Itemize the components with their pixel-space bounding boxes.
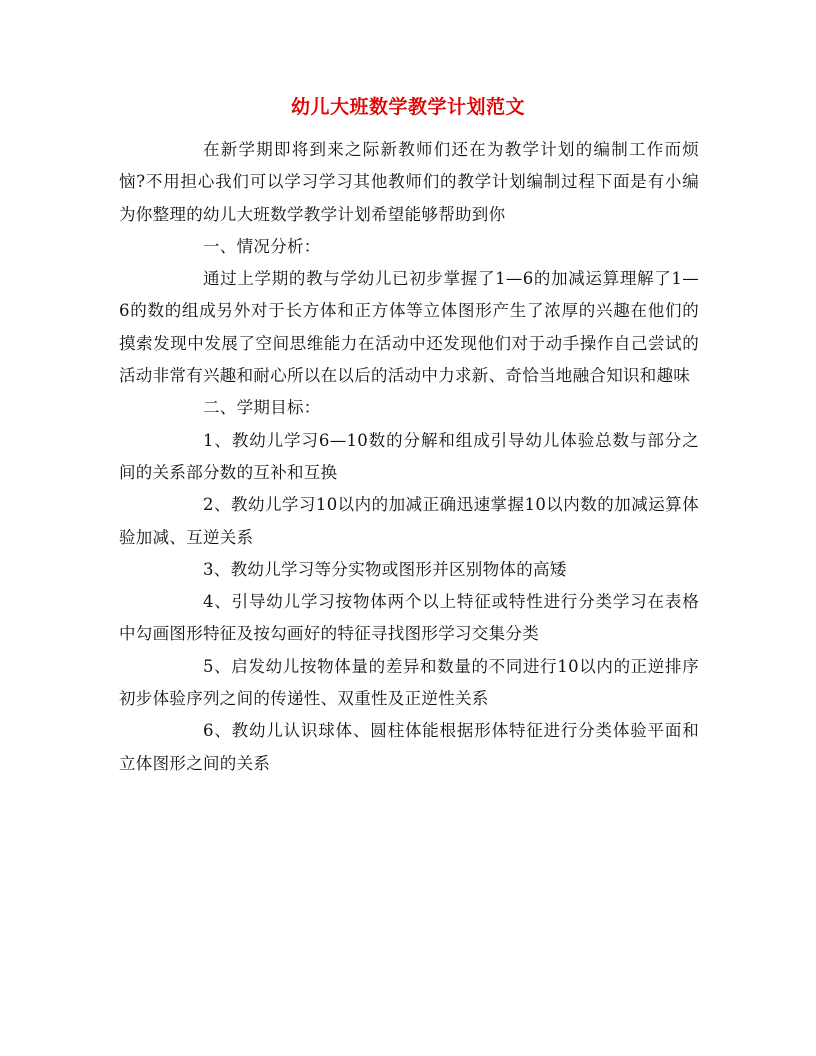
document-body (119, 134, 699, 780)
document-title: 幼儿大班数学教学计划范文 (290, 96, 525, 118)
goal-item-2: 2、教幼儿学习10以内的加减正确迅速掌握10以内数的加减运算体验加减、互逆关系 (119, 495, 699, 547)
goal-item-6: 6、教幼儿认识球体、圆柱体能根据形体特征进行分类体验平面和立体图形之间的关系 (119, 721, 699, 773)
goal-item-4: 4、引导幼儿学习按物体两个以上特征或特性进行分类学习在表格中勾画图形特征及按勾画好的特征寻找图形学习交集分类 (119, 592, 699, 644)
goal-item-3: 3、教幼儿学习等分实物或图形并区别物体的高矮 (203, 559, 567, 579)
paragraph-intro: 在新学期即将到来之际新教师们还在为教学计划的编制工作而烦恼?不用担心我们可以学习学习其他教师们的教学计划编制过程下面是有小编为你整理的幼儿大班数学教学计划希望能够帮助到你 (119, 140, 699, 224)
goal-item-5: 5、启发幼儿按物体量的差异和数量的不同进行10以内的正逆排序初步体验序列之间的传递性、双重性及正逆性关系 (119, 656, 699, 709)
goal-item-1: 1、教幼儿学习6—10数的分解和组成引导幼儿体验总数与部分之间的关系部分数的互补和互换 (119, 430, 699, 482)
paragraph-situation-analysis: 通过上学期的教与学幼儿已初步掌握了1—6的加减运算理解了1—6的数的组成另外对于长方体和正方体等立体图形产生了浓厚的兴趣在他们的摸索发现中发展了空间思维能力在活动中还发现他们对于动手操作自己尝试的活动非常有兴趣和耐心所以在以后的活动中力求新、奇恰当地融合知识和趣味 (119, 269, 699, 386)
section-heading-semester-goals: 二、学期目标： (203, 398, 321, 418)
section-heading-situation-analysis: 一、情况分析： (203, 236, 321, 256)
